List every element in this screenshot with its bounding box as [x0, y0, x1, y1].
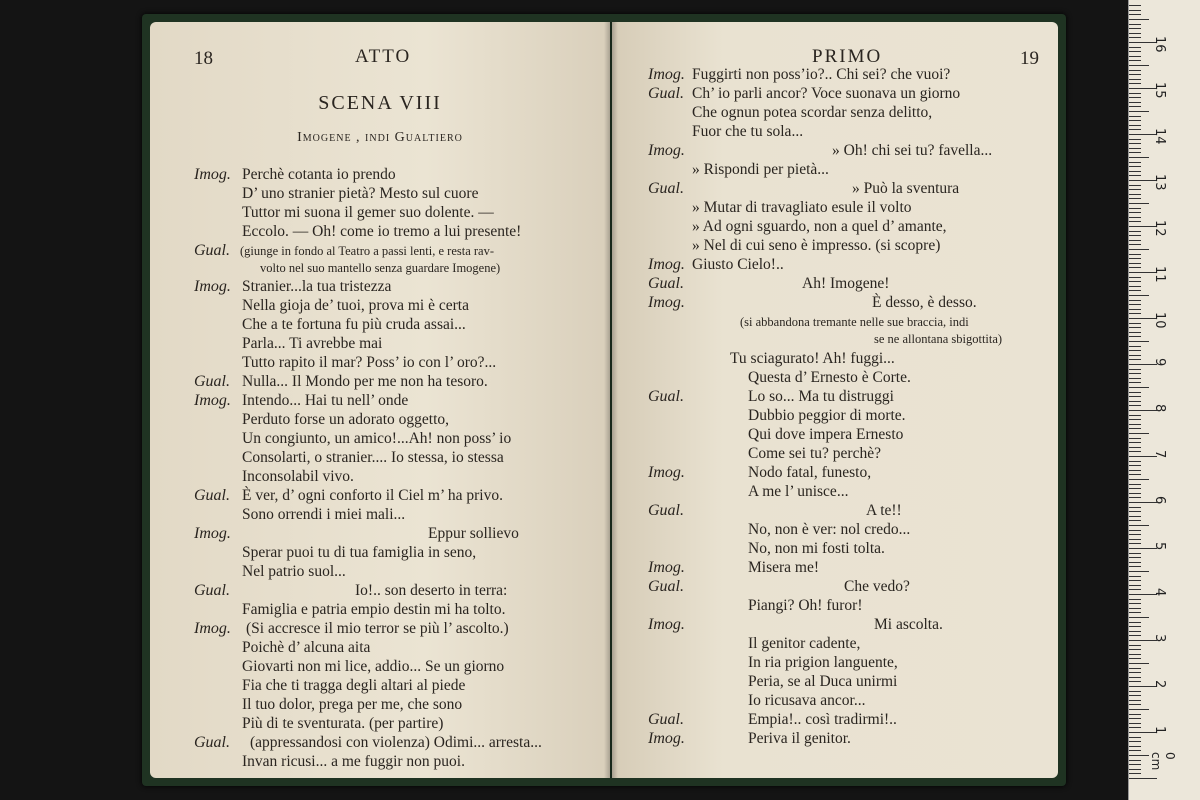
- verse-line: Giovarti non mi lice, addio... Se un giorno: [242, 658, 505, 675]
- speaker-label: Gual.: [648, 502, 684, 519]
- ruler-tick: [1129, 737, 1141, 738]
- ruler-tick: [1129, 576, 1141, 577]
- verse-line: » Oh! chi sei tu? favella...: [832, 142, 993, 159]
- verse-line: Empia!.. così tradirmi!..: [748, 711, 897, 728]
- speaker-label: Imog.: [648, 730, 685, 747]
- verse-line: Misera me!: [748, 559, 820, 576]
- speaker-label: Imog.: [648, 142, 685, 159]
- ruler-tick: [1129, 764, 1141, 765]
- ruler-tick: [1129, 323, 1141, 324]
- ruler-tick: [1129, 267, 1141, 268]
- ruler-tick: [1129, 83, 1141, 84]
- speaker-label: Gual.: [648, 388, 684, 405]
- ruler-tick: [1129, 106, 1141, 107]
- ruler-tick: [1129, 525, 1149, 526]
- speaker-label: Gual.: [194, 734, 230, 751]
- verse-line: Nodo fatal, funesto,: [748, 464, 872, 481]
- ruler-tick: [1129, 585, 1141, 586]
- verse-line: Lo so... Ma tu distruggi: [748, 388, 894, 405]
- ruler-tick: [1129, 484, 1141, 485]
- verse-line: Io ricusava ancor...: [748, 692, 866, 709]
- verse-line: » Può la sventura: [852, 180, 960, 197]
- ruler-tick: [1129, 139, 1141, 140]
- ruler-tick: [1129, 327, 1141, 328]
- ruler-tick: [1129, 286, 1141, 287]
- ruler-tick: [1129, 746, 1141, 747]
- verse-line: Nella gioja de’ tuoi, prova mi è certa: [242, 297, 469, 314]
- ruler-tick: [1129, 773, 1141, 774]
- verse-line: Tuttor mi suona il gemer suo dolente. —: [242, 204, 494, 221]
- ruler-tick: [1129, 74, 1141, 75]
- ruler-tick: [1129, 415, 1141, 416]
- ruler-tick: [1129, 419, 1141, 420]
- ruler-tick: [1129, 208, 1141, 209]
- verse-line: Poichè d’ alcuna aita: [242, 639, 371, 656]
- verse-line: Tutto rapito il mar? Poss’ io con l’ oro?...: [242, 354, 497, 371]
- ruler-tick: [1129, 479, 1149, 480]
- ruler-tick: [1129, 700, 1141, 701]
- ruler-number: 9: [1152, 358, 1167, 367]
- ruler-tick: [1129, 33, 1141, 34]
- verse-line: volto nel suo mantello senza guardare Imogene): [260, 261, 501, 275]
- ruler-unit-label: 0 cm: [1149, 752, 1177, 771]
- speaker-label: Imog.: [194, 620, 231, 637]
- ruler-tick: [1129, 244, 1141, 245]
- ruler-tick: [1129, 295, 1149, 296]
- ruler-tick: [1129, 111, 1149, 112]
- ruler-tick: [1129, 543, 1141, 544]
- ruler-tick: [1129, 5, 1141, 6]
- verse-line: Nel patrio suol...: [242, 563, 346, 580]
- verse-line: » Mutar di travagliato esule il volto: [692, 199, 912, 216]
- verse-line: Invan ricusi... a me fuggir non puoi.: [242, 753, 465, 770]
- ruler-number: 10: [1152, 312, 1167, 329]
- ruler-tick: [1129, 566, 1141, 567]
- ruler-tick: [1129, 56, 1141, 57]
- verse-line: (appressandosi con violenza) Odimi... arresta...: [250, 734, 542, 751]
- ruler-tick: [1129, 608, 1141, 609]
- ruler-tick: [1129, 369, 1141, 370]
- ruler-tick: [1129, 51, 1141, 52]
- right-page: [612, 22, 1058, 778]
- ruler-tick: [1129, 304, 1141, 305]
- ruler-tick: [1129, 79, 1141, 80]
- ruler-tick: [1129, 120, 1141, 121]
- ruler-tick: [1129, 493, 1141, 494]
- ruler-tick: [1129, 221, 1141, 222]
- ruler-tick: [1129, 240, 1141, 241]
- ruler-number: 5: [1152, 542, 1167, 551]
- speaker-label: Gual.: [194, 373, 230, 390]
- ruler-tick: [1129, 93, 1141, 94]
- ruler-tick: [1129, 102, 1141, 103]
- ruler-tick: [1129, 47, 1141, 48]
- speaker-label: Imog.: [648, 294, 685, 311]
- ruler-tick: [1129, 433, 1149, 434]
- speaker-label: Imog.: [648, 464, 685, 481]
- ruler-tick: [1129, 668, 1141, 669]
- ruler-tick: [1129, 166, 1141, 167]
- ruler-tick: [1129, 626, 1141, 627]
- ruler-number: 3: [1152, 634, 1167, 643]
- ruler-tick: [1129, 258, 1141, 259]
- ruler-tick: [1129, 263, 1141, 264]
- ruler-tick: [1129, 681, 1141, 682]
- ruler-tick: [1129, 750, 1141, 751]
- ruler-tick: [1129, 152, 1141, 153]
- verse-line: Come sei tu? perchè?: [748, 445, 881, 462]
- ruler-tick: [1129, 194, 1141, 195]
- verse-line: se ne allontana sbigottita): [874, 332, 1003, 346]
- verse-line: A me l’ unisce...: [748, 483, 849, 500]
- ruler-tick: [1129, 249, 1149, 250]
- verse-line: Ch’ io parli ancor? Voce suonava un giorno: [692, 85, 961, 102]
- verse-line: È desso, è desso.: [872, 294, 977, 311]
- verse-line: Consolarti, o stranier.... Io stessa, io stessa: [242, 449, 504, 466]
- verse-line: Fia che ti tragga degli altari al piede: [242, 677, 466, 694]
- verse-line: Periva il genitor.: [748, 730, 851, 747]
- speaker-label: Imog.: [194, 392, 231, 409]
- ruler-number: 16: [1152, 36, 1167, 53]
- ruler-tick: [1129, 704, 1141, 705]
- ruler-tick: [1129, 290, 1141, 291]
- verse-line: » Nel di cui seno è impresso. (si scopre): [692, 237, 941, 254]
- speaker-label: Imog.: [194, 525, 231, 542]
- ruler-tick: [1129, 157, 1149, 158]
- verse-line: Un congiunto, un amico!...Ah! non poss’ io: [242, 430, 512, 447]
- ruler-tick: [1129, 507, 1141, 508]
- speaker-label: Imog.: [648, 616, 685, 633]
- verse-line: (si abbandona tremante nelle sue braccia, indi: [740, 315, 969, 329]
- ruler-tick: [1129, 378, 1141, 379]
- ruler-tick: [1129, 580, 1141, 581]
- verse-line: Fuggirti non poss’io?.. Chi sei? che vuoi?: [692, 66, 951, 83]
- left-page: [150, 22, 610, 778]
- ruler-tick: [1129, 382, 1141, 383]
- ruler-tick: [1129, 332, 1141, 333]
- speaker-label: Imog.: [194, 278, 231, 295]
- ruler-tick: [1129, 442, 1141, 443]
- ruler-tick: [1129, 428, 1141, 429]
- ruler-tick: [1129, 231, 1141, 232]
- ruler-tick: [1129, 37, 1141, 38]
- ruler-number: 12: [1152, 220, 1167, 237]
- ruler-tick: [1129, 617, 1149, 618]
- verse-line: Che ognun potea scordar senza delitto,: [692, 104, 933, 121]
- ruler-number: 6: [1152, 496, 1167, 505]
- ruler-tick: [1129, 60, 1141, 61]
- ruler-tick: [1129, 309, 1141, 310]
- ruler-tick: [1129, 447, 1141, 448]
- speaker-label: Imog.: [648, 66, 685, 83]
- ruler-tick: [1129, 14, 1141, 15]
- ruler-tick: [1129, 129, 1141, 130]
- ruler-tick: [1129, 97, 1141, 98]
- ruler-tick: [1129, 658, 1141, 659]
- speaker-label: Gual.: [648, 578, 684, 595]
- ruler-tick: [1129, 677, 1141, 678]
- ruler-tick: [1129, 451, 1141, 452]
- verse-line: Sono orrendi i miei mali...: [242, 506, 406, 523]
- verse-line: Fuor che tu sola...: [692, 123, 804, 140]
- page-number: 19: [1020, 48, 1039, 69]
- verse-line: Nulla... Il Mondo per me non ha tesoro.: [242, 373, 488, 390]
- ruler-tick: [1129, 387, 1149, 388]
- verse-line: D’ uno stranier pietà? Mesto sul cuore: [242, 185, 479, 202]
- verse-line: Eccolo. — Oh! come io tremo a lui presente!: [242, 223, 522, 240]
- page-number: 18: [194, 48, 213, 69]
- ruler-tick: [1129, 281, 1141, 282]
- verse-line: No, non mi fosti tolta.: [748, 540, 885, 557]
- ruler-number: 2: [1152, 680, 1167, 689]
- ruler-tick: [1129, 162, 1141, 163]
- ruler-tick: [1129, 672, 1141, 673]
- verse-line: È ver, d’ ogni conforto il Ciel m’ ha privo.: [242, 487, 503, 504]
- speaker-label: Gual.: [648, 275, 684, 292]
- ruler-tick: [1129, 723, 1141, 724]
- ruler-tick: [1129, 341, 1149, 342]
- ruler-tick: [1129, 562, 1141, 563]
- ruler-tick: [1129, 691, 1141, 692]
- ruler-tick: [1129, 465, 1141, 466]
- ruler-tick: [1129, 603, 1141, 604]
- ruler-tick: [1129, 65, 1149, 66]
- ruler-tick: [1129, 599, 1141, 600]
- ruler-tick: [1129, 727, 1141, 728]
- scene-characters: Imogene , indi Gualtiero: [297, 130, 463, 145]
- ruler-tick: [1129, 557, 1141, 558]
- ruler-tick: [1129, 70, 1141, 71]
- ruler-tick: [1129, 714, 1141, 715]
- ruler-tick: [1129, 769, 1141, 770]
- speaker-label: Gual.: [648, 180, 684, 197]
- verse-line: Eppur sollievo: [428, 525, 519, 542]
- ruler-tick: [1129, 350, 1141, 351]
- ruler-tick: [1129, 217, 1141, 218]
- ruler-tick: [1129, 185, 1141, 186]
- ruler-tick: [1129, 695, 1141, 696]
- ruler-number: 7: [1152, 450, 1167, 459]
- ruler-tick: [1129, 778, 1157, 779]
- ruler-tick: [1129, 10, 1141, 11]
- verse-line: » Rispondi per pietà...: [692, 161, 829, 178]
- ruler-tick: [1129, 553, 1141, 554]
- verse-line: Che vedo?: [844, 578, 910, 595]
- ruler-tick: [1129, 635, 1141, 636]
- ruler-tick: [1129, 336, 1141, 337]
- ruler-tick: [1129, 649, 1141, 650]
- verse-line: Parla... Ti avrebbe mai: [242, 335, 383, 352]
- verse-line: Stranier...la tua tristezza: [242, 278, 392, 295]
- verse-line: Il tuo dolor, prega per me, che sono: [242, 696, 463, 713]
- verse-line: » Ad ogni sguardo, non a quel d’ amante,: [692, 218, 947, 235]
- verse-line: Sperar puoi tu di tua famiglia in seno,: [242, 544, 477, 561]
- verse-line: Piangi? Oh! furor!: [748, 597, 863, 614]
- ruler-tick: [1129, 300, 1141, 301]
- ruler-tick: [1129, 470, 1141, 471]
- verse-line: Qui dove impera Ernesto: [748, 426, 904, 443]
- running-head: ATTO: [355, 46, 412, 67]
- ruler-tick: [1129, 359, 1141, 360]
- ruler-tick: [1129, 718, 1141, 719]
- ruler-tick: [1129, 203, 1149, 204]
- ruler-tick: [1129, 148, 1141, 149]
- ruler-tick: [1129, 198, 1141, 199]
- ruler-tick: [1129, 254, 1141, 255]
- ruler-number: 1: [1152, 726, 1167, 735]
- verse-line: (giunge in fondo al Teatro a passi lenti, e resta rav-: [240, 244, 495, 258]
- verse-line: A te!!: [866, 502, 902, 519]
- verse-line: No, non è ver: nol credo...: [748, 521, 911, 538]
- ruler-tick: [1129, 424, 1141, 425]
- ruler-tick: [1129, 654, 1141, 655]
- ruler-tick: [1129, 171, 1141, 172]
- speaker-label: Imog.: [648, 559, 685, 576]
- verse-line: Dubbio peggior di morte.: [748, 407, 906, 424]
- verse-line: In ria prigion languente,: [748, 654, 898, 671]
- ruler-tick: [1129, 760, 1141, 761]
- ruler-tick: [1129, 474, 1141, 475]
- verse-line: Che a te fortuna fu più cruda assai...: [242, 316, 466, 333]
- ruler-tick: [1129, 539, 1141, 540]
- verse-line: Peria, se al Duca unirmi: [748, 673, 898, 690]
- running-head: PRIMO: [812, 46, 883, 67]
- ruler-tick: [1129, 612, 1141, 613]
- verse-line: Perchè cotanta io prendo: [242, 166, 396, 183]
- ruler-tick: [1129, 461, 1141, 462]
- ruler-tick: [1129, 143, 1141, 144]
- scene-title: SCENA VIII: [318, 92, 442, 114]
- ruler-tick: [1129, 212, 1141, 213]
- book-gutter: [604, 22, 618, 778]
- ruler-tick: [1129, 125, 1141, 126]
- ruler-tick: [1129, 277, 1141, 278]
- ruler-tick: [1129, 589, 1141, 590]
- verse-line: Perduto forse un adorato oggetto,: [242, 411, 450, 428]
- verse-line: Tu sciagurato! Ah! fuggi...: [730, 350, 895, 367]
- ruler-tick: [1129, 175, 1141, 176]
- verse-line: Giusto Cielo!..: [692, 256, 784, 273]
- speaker-label: Gual.: [194, 487, 230, 504]
- ruler-number: 14: [1152, 128, 1167, 145]
- ruler-tick: [1129, 28, 1141, 29]
- verse-line: Inconsolabil vivo.: [242, 468, 354, 485]
- speaker-label: Gual.: [194, 242, 230, 259]
- speaker-label: Gual.: [648, 85, 684, 102]
- verse-line: Io!.. son deserto in terra:: [355, 582, 508, 599]
- ruler-tick: [1129, 663, 1149, 664]
- ruler-tick: [1129, 534, 1141, 535]
- ruler-tick: [1129, 741, 1141, 742]
- ruler-tick: [1129, 631, 1141, 632]
- verse-line: Famiglia e patria empio destin mi ha tolto.: [242, 601, 506, 618]
- ruler-tick: [1129, 116, 1141, 117]
- ruler-tick: [1129, 645, 1141, 646]
- ruler-tick: [1129, 622, 1141, 623]
- measuring-ruler: [1128, 0, 1200, 800]
- verse-line: (Si accresce il mio terror se più l’ ascolto.): [246, 620, 509, 637]
- speaker-label: Imog.: [194, 166, 231, 183]
- ruler-number: 11: [1152, 266, 1167, 283]
- verse-line: Mi ascolta.: [874, 616, 943, 633]
- ruler-tick: [1129, 709, 1149, 710]
- ruler-tick: [1129, 571, 1149, 572]
- verse-line: Questa d’ Ernesto è Corte.: [748, 369, 911, 386]
- ruler-tick: [1129, 516, 1141, 517]
- verse-line: Più di te sventurata. (per partire): [242, 715, 444, 732]
- ruler-tick: [1129, 24, 1141, 25]
- ruler-tick: [1129, 373, 1141, 374]
- ruler-tick: [1129, 488, 1141, 489]
- ruler-number: 15: [1152, 82, 1167, 99]
- ruler-tick: [1129, 511, 1141, 512]
- ruler-tick: [1129, 520, 1141, 521]
- ruler-tick: [1129, 19, 1149, 20]
- ruler-tick: [1129, 189, 1141, 190]
- ruler-tick: [1129, 530, 1141, 531]
- ruler-tick: [1129, 313, 1141, 314]
- speaker-label: Gual.: [194, 582, 230, 599]
- ruler-tick: [1129, 497, 1141, 498]
- verse-line: Intendo... Hai tu nell’ onde: [242, 392, 409, 409]
- ruler-tick: [1129, 755, 1149, 756]
- ruler-number: 4: [1152, 588, 1167, 597]
- ruler-tick: [1129, 405, 1141, 406]
- verse-line: Ah! Imogene!: [802, 275, 890, 292]
- ruler-tick: [1129, 396, 1141, 397]
- speaker-label: Gual.: [648, 711, 684, 728]
- verse-line: Il genitor cadente,: [748, 635, 861, 652]
- ruler-tick: [1129, 355, 1141, 356]
- ruler-tick: [1129, 235, 1141, 236]
- ruler-tick: [1129, 392, 1141, 393]
- ruler-tick: [1129, 401, 1141, 402]
- ruler-tick: [1129, 438, 1141, 439]
- ruler-number: 8: [1152, 404, 1167, 413]
- speaker-label: Imog.: [648, 256, 685, 273]
- ruler-number: 13: [1152, 174, 1167, 191]
- ruler-tick: [1129, 346, 1141, 347]
